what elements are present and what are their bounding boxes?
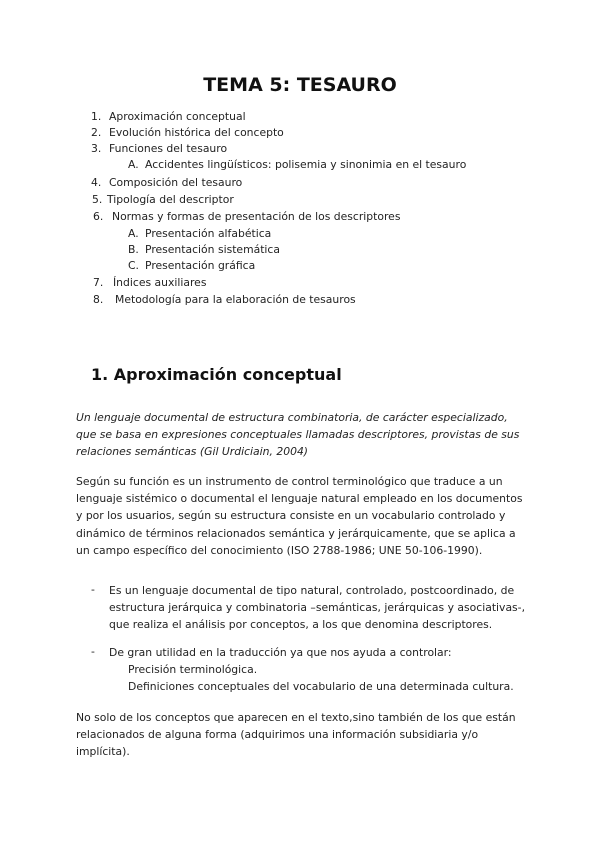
toc-item-label: Metodología para la elaboración de tesauros [115, 293, 356, 306]
toc-item-label: Evolución histórica del concepto [109, 126, 284, 139]
toc-item-number: 4. [91, 176, 102, 189]
toc-item-label: Presentación sistemática [145, 243, 280, 256]
bullet-subline: Precisión terminológica. [128, 663, 258, 676]
toc-item-label: Presentación alfabética [145, 227, 272, 240]
bullet-marker: - [91, 645, 95, 658]
bullet-marker: - [91, 583, 95, 596]
toc-item-number: 7. [93, 276, 104, 289]
toc-item-number: A. [128, 158, 139, 171]
section-heading: 1. Aproximación conceptual [91, 365, 342, 384]
toc-item-label: Normas y formas de presentación de los descriptores [112, 210, 401, 223]
toc-item-number: C. [128, 259, 139, 272]
toc-item-number: 6. [93, 210, 104, 223]
toc-item-label: Composición del tesauro [109, 176, 243, 189]
toc-item-label: Aproximación conceptual [109, 110, 246, 123]
toc-item-label: Accidentes lingüísticos: polisemia y sinonimia en el tesauro [145, 158, 467, 171]
paragraph: No solo de los conceptos que aparecen en el texto,sino también de los que están relacionados de alguna forma (adquirimos una información subsidiaria y/o implícita). [76, 711, 516, 759]
bullet-item: Es un lenguaje documental de tipo natural, controlado, postcoordinado, de estructura jerárquica y combinatoria –semánticas, jerárquicas y asociativas-, que realiza el análisis por conceptos, a los que denomina descriptores. [109, 584, 526, 632]
toc-item-number: 1. [91, 110, 102, 123]
page-title: TEMA 5: TESAURO [203, 74, 397, 96]
toc-item-number: B. [128, 243, 139, 256]
toc-item-number: 2. [91, 126, 102, 139]
toc-item-number: A. [128, 227, 139, 240]
toc-item-number: 8. [93, 293, 104, 306]
toc-item-number: 5. [92, 193, 103, 206]
bullet-subline: Definiciones conceptuales del vocabulario de una determinada cultura. [128, 680, 514, 693]
paragraph: Según su función es un instrumento de control terminológico que traduce a un lenguaje sistémico o documental el lenguaje natural empleado en los documentos y por los usuarios, según su estructura consiste en un vocabulario controlado y dinámico de términos relacionados semántica y jerárquicamente, que se aplica a un campo específico del conocimiento (ISO 2788-1986; UNE 50-106-1990). [76, 475, 523, 557]
toc-item-label: Presentación gráfica [145, 259, 256, 272]
definition-quote: Un lenguaje documental de estructura combinatoria, de carácter especializado, que se basa en expresiones conceptuales llamadas descriptores, provistas de sus relaciones semánticas (Gil Urdiciain, 2004) [76, 411, 520, 459]
toc-item-label: Funciones del tesauro [109, 142, 228, 155]
bullet-item: De gran utilidad en la traducción ya que nos ayuda a controlar: [109, 646, 452, 659]
toc-item-label: Índices auxiliares [113, 276, 207, 289]
toc-item-number: 3. [91, 142, 102, 155]
toc-item-label: Tipología del descriptor [107, 193, 234, 206]
